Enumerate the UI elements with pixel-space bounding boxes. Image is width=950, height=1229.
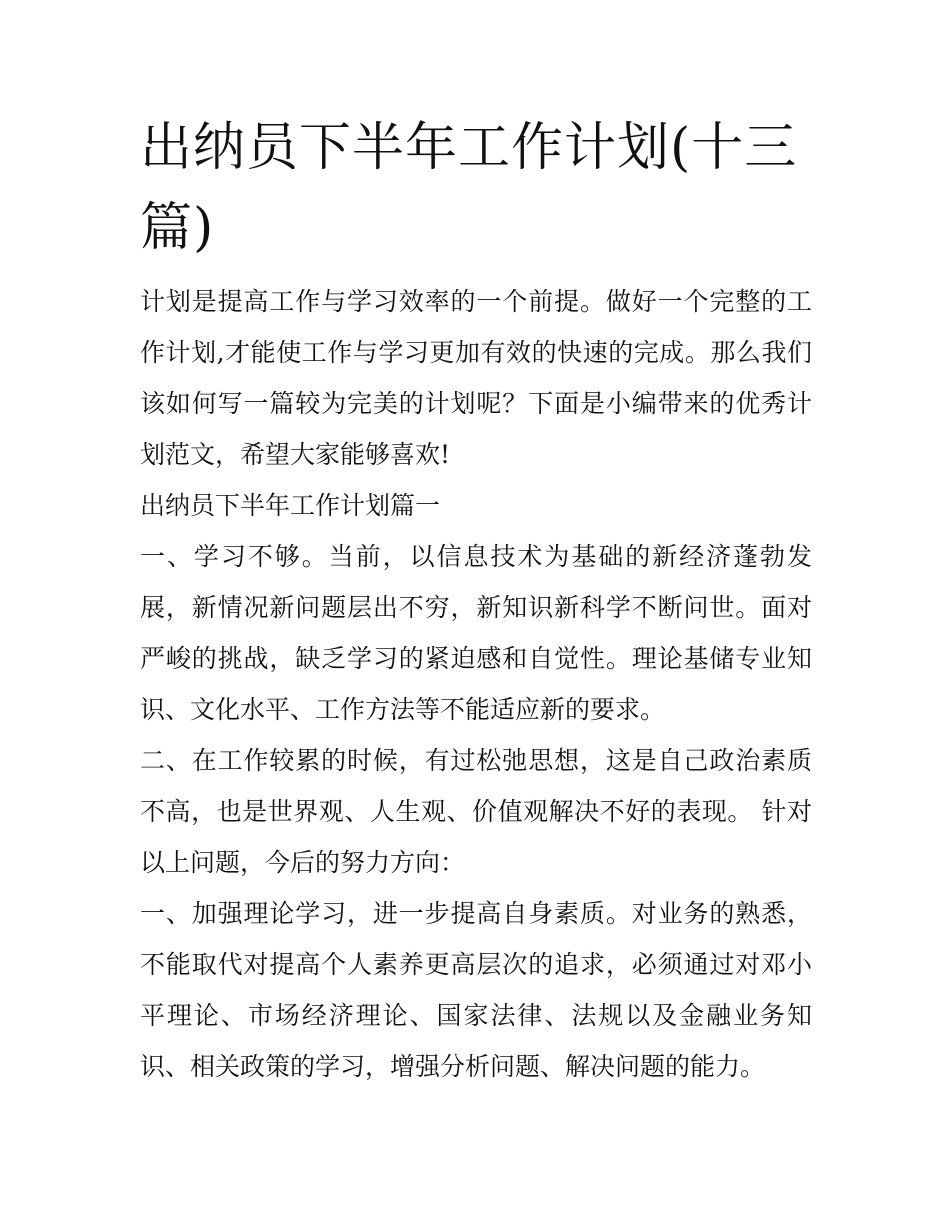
body-paragraph: 二、在工作较累的时候，有过松弛思想，这是自己政治素质不高，也是世界观、人生观、价值观解决不好的表现。 针对以上问题，今后的努力方向： [140, 746, 812, 877]
document-body [140, 276, 812, 1092]
intro-paragraph: 计划是提高工作与学习效率的一个前提。做好一个完整的工作计划,才能使工作与学习更加有效的快速的完成。那么我们该如何写一篇较为完美的计划呢？下面是小编带来的优秀计划范文，希望大家能够喜欢! [140, 287, 812, 469]
body-paragraph: 一、加强理论学习，进一步提高自身素质。对业务的熟悉，不能取代对提高个人素养更高层次的追求，必须通过对邓小平理论、市场经济理论、国家法律、法规以及金融业务知识、相关政策的学习，增强分析问题、解决问题的能力。 [140, 899, 812, 1081]
document-title: 出纳员下半年工作计划(十三篇) [140, 118, 798, 258]
body-paragraph: 一、学习不够。当前，以信息技术为基础的新经济蓬勃发展，新情况新问题层出不穷，新知识新科学不断问世。面对严峻的挑战，缺乏学习的紧迫感和自觉性。理论基储专业知识、文化水平、工作方法等不能适应新的要求。 [140, 542, 812, 724]
section-heading: 出纳员下半年工作计划篇一 [140, 491, 441, 520]
